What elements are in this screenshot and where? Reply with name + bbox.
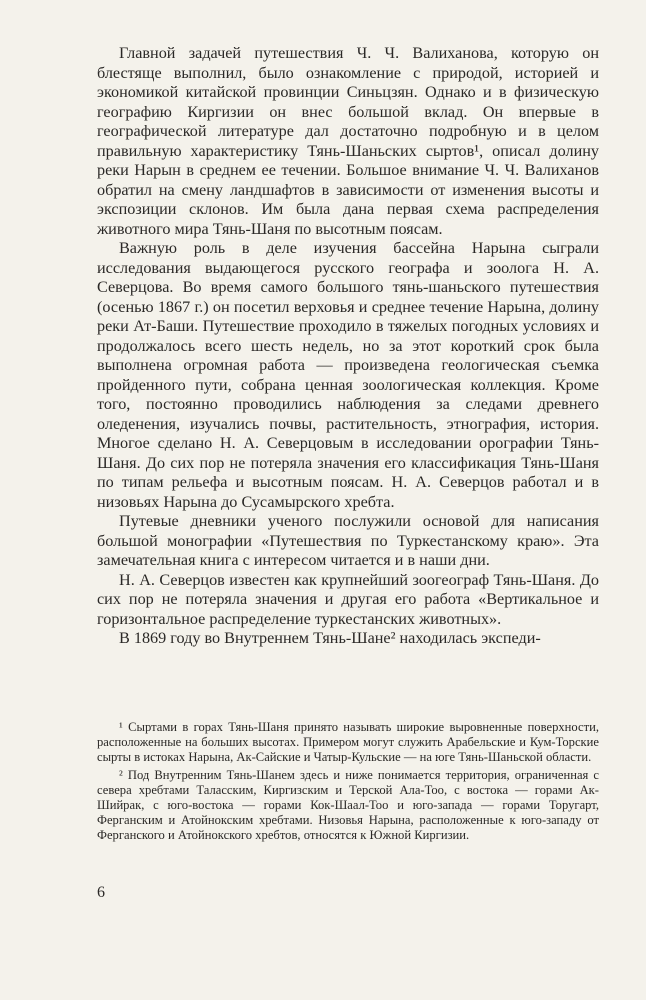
main-text [97, 44, 599, 649]
footnotes [97, 720, 599, 844]
paragraph-zoogeographer: Н. А. Северцов известен как крупнейший зоогеограф Тянь-Шаня. До сих пор не потеряла значения и другая его работа «Вертикальное и горизонтальное распределение туркестанских животных». [97, 570, 599, 628]
footnote-syrts: ¹ Сыртами в горах Тянь-Шаня принято называть широкие выровненные поверхности, расположенные на больших высотах. Примером могут служить Арабельские и Кум-Торские сырты в истоках Нарына, Ак-Сайские и Чатыр-Кульские — на юге Тянь-Шаньской области. [97, 720, 599, 765]
paragraph-valikhanov: Главной задачей путешествия Ч. Ч. Валиханова, которую он блестяще выполнил, было ознакомление с природой, историей и экономикой китайской провинции Синьцзян. Однако и в физическую географию Киргизии он внес большой вклад. Он впервые в географической литературе дал достаточно подробную и в целом правильную характеристику Тянь-Шаньских сыртов¹, описал долину реки Нарын в среднем ее течении. Большое внимание Ч. Ч. Валиханов обратил на смену ландшафтов в зависимости от изменения высоты и экспозиции склонов. Им была дана первая схема распределения животного мира Тянь-Шаня по высотным поясам. [97, 44, 599, 238]
page-number: 6 [97, 884, 105, 901]
paragraph-severtsov-research: Важную роль в деле изучения бассейна Нарына сыграли исследования выдающегося русского географа и зоолога Н. А. Северцова. Во время самого большого тянь-шаньского путешествия (осенью 1867 г.) он посетил верховья и среднее течение Нарына, долину реки Ат-Баши. Путешествие проходило в тяжелых погодных условиях и продолжалось всего шесть недель, но за этот короткий срок была выполнена огромная работа — произведена геологическая съемка пройденного пути, собрана ценная зоологическая коллекция. Кроме того, постоянно проводились наблюдения за следами древнего оледенения, изучались почвы, растительность, этнография, история. Многое сделано Н. А. Северцовым в исследовании орографии Тянь-Шаня. До сих пор не потеряла значения его классификация Тянь-Шаня по типам рельефа и высотным поясам. Н. А. Северцов работал и в низовьях Нарына до Сусамырского хребта. [97, 239, 599, 511]
paragraph-travel-diaries: Путевые дневники ученого послужили основой для написания большой монографии «Путешествия по Туркестанскому краю». Эта замечательная книга с интересом читается и в наши дни. [97, 512, 599, 569]
paragraph-expedition-1869: В 1869 году во Внутреннем Тянь-Шане² находилась экспеди- [119, 629, 541, 647]
footnote-inner-tian-shan: ² Под Внутренним Тянь-Шанем здесь и ниже понимается территория, ограниченная с севера хребтами Таласским, Киргизским и Терской Ала-Тоо, с востока — горами Ак-Шийрак, с юго-востока — горами Кок-Шаал-Тоо и юго-запада — горами Торугарт, Ферганским и Атойнокским хребтами. Низовья Нарына, расположенные к юго-западу от Ферганского и Атойнокского хребтов, относятся к Южной Киргизии. [97, 767, 599, 843]
